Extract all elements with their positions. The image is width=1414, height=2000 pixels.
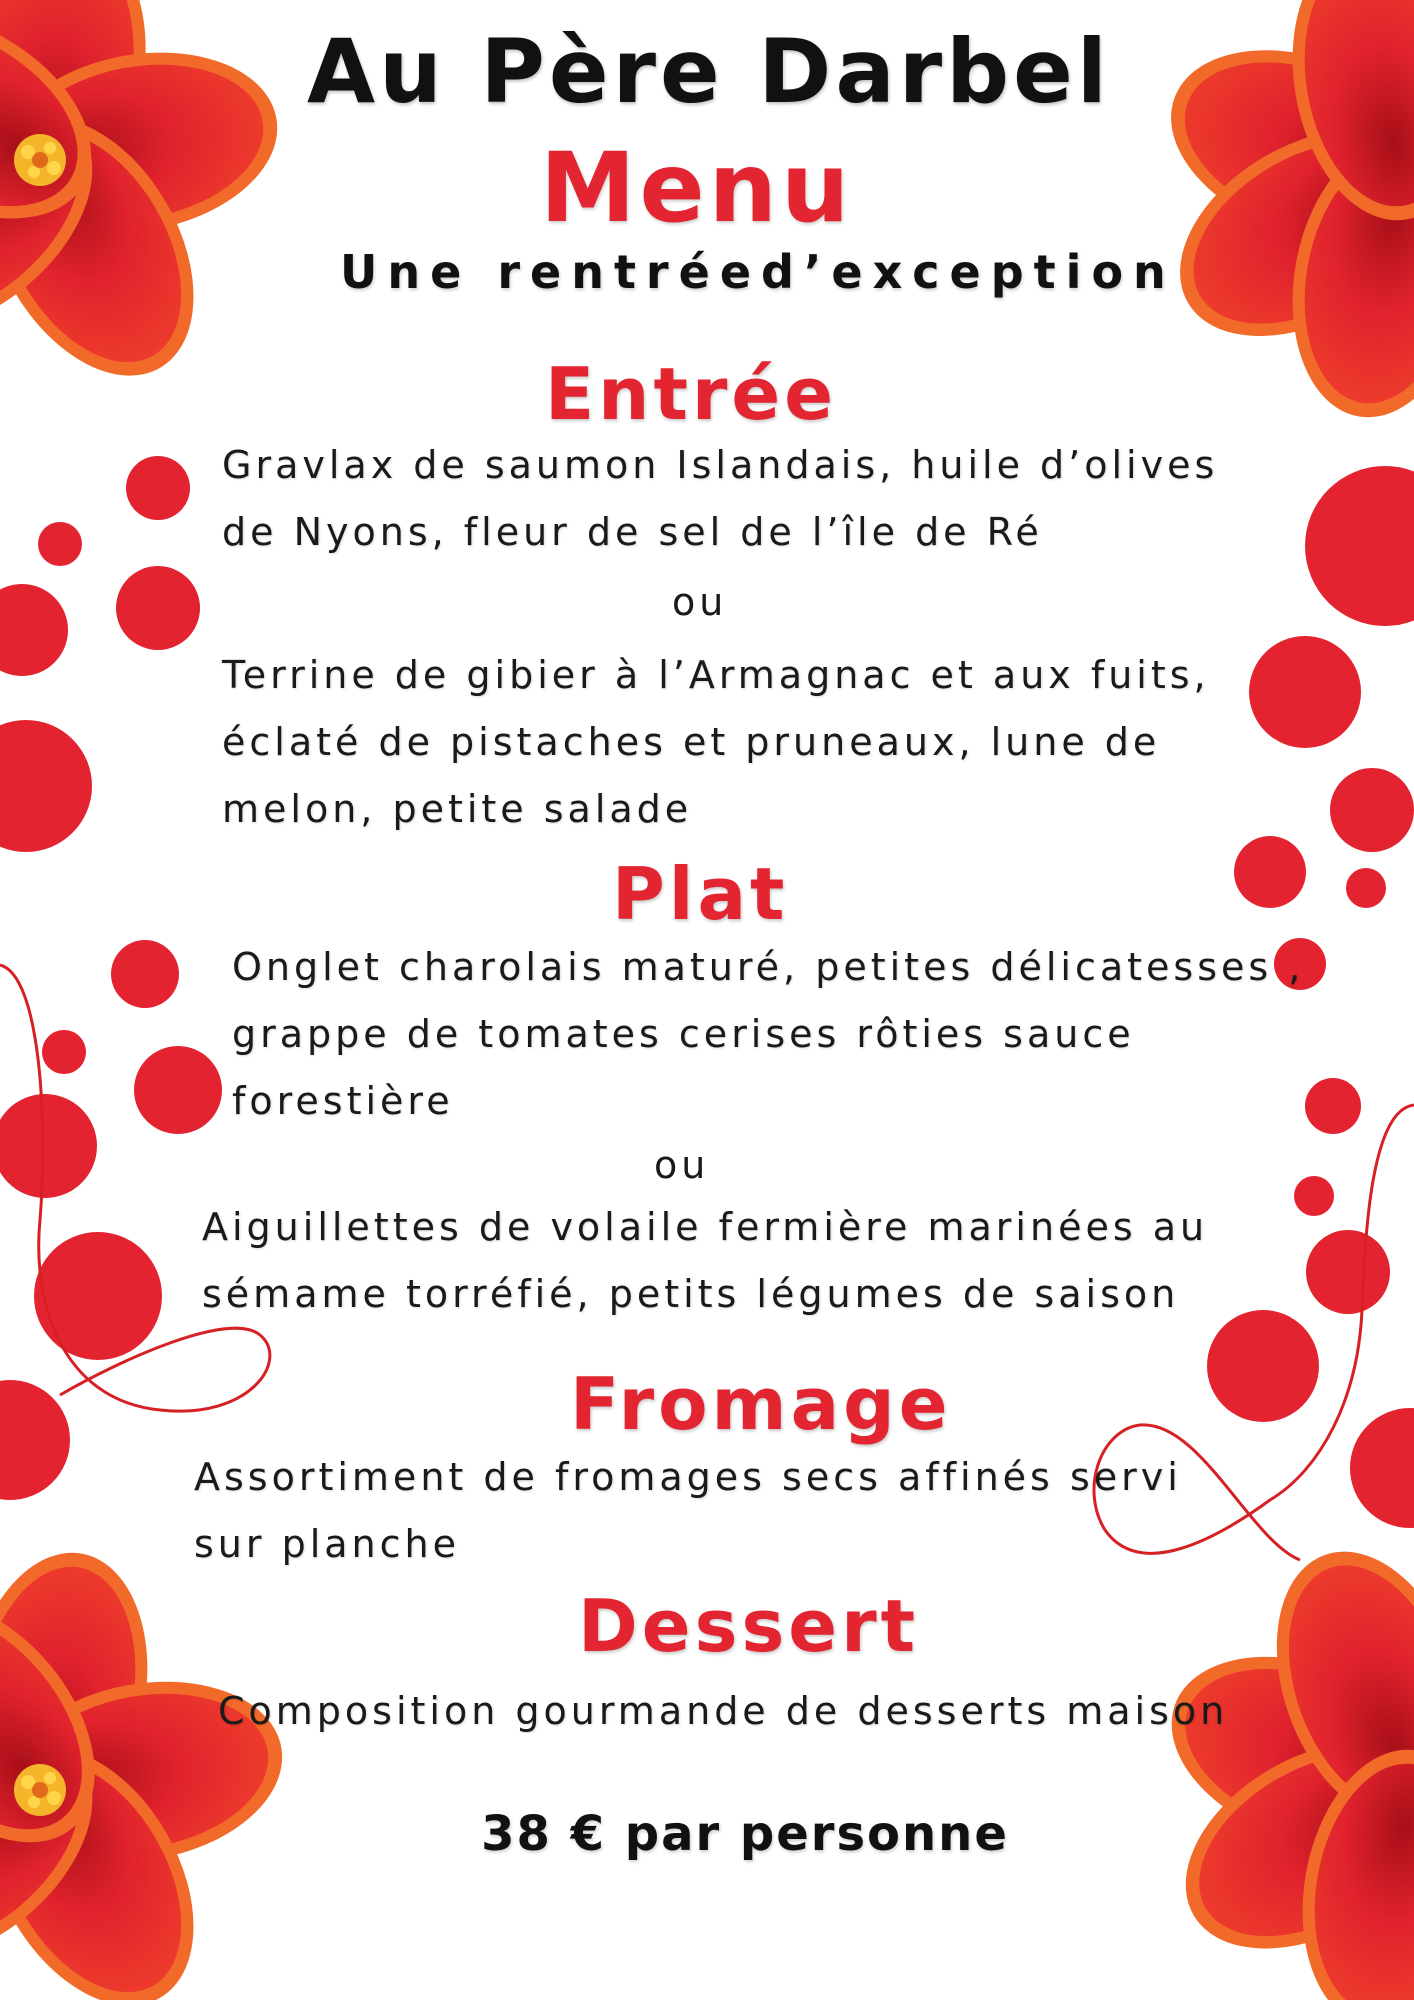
hibiscus-flower: [1145, 1525, 1414, 2000]
section-title-entree: Entrée: [545, 352, 838, 436]
tagline: Une rentréed’exception: [340, 245, 1176, 299]
plat-dish-1: Onglet charolais maturé, petites délicatesses , grappe de tomates cerises rôties sauce forestière: [232, 945, 1305, 1123]
entree-dish-1: Gravlax de saumon Islandais, huile d’olives de Nyons, fleur de sel de l’île de Ré: [222, 443, 1219, 554]
red-dots: [0, 456, 222, 1500]
entree-dish-2: Terrine de gibier à l’Armagnac et aux fuits, éclaté de pistaches et pruneaux, lune de melon, petite salade: [222, 653, 1210, 831]
hibiscus-flower: [1144, 0, 1414, 432]
separator-ou: ou: [672, 580, 728, 624]
hibiscus-flower: [0, 1538, 297, 2000]
plat-dish-2: Aiguillettes de volaile fermière marinées au sémame torréfié, petits légumes de saison: [202, 1205, 1209, 1316]
menu-title: Menu: [540, 132, 854, 244]
price: 38 € par personne: [481, 1806, 1009, 1862]
fromage-dish: Assortiment de fromages secs affinés servi sur planche: [194, 1455, 1182, 1566]
section-title-plat: Plat: [612, 852, 789, 936]
hibiscus-flower: [0, 0, 292, 412]
restaurant-name: Au Père Darbel: [307, 20, 1111, 123]
section-title-dessert: Dessert: [578, 1584, 920, 1668]
section-title-fromage: Fromage: [570, 1362, 952, 1446]
dessert-dish: Composition gourmande de desserts maison: [218, 1689, 1229, 1733]
separator-ou: ou: [654, 1143, 710, 1187]
